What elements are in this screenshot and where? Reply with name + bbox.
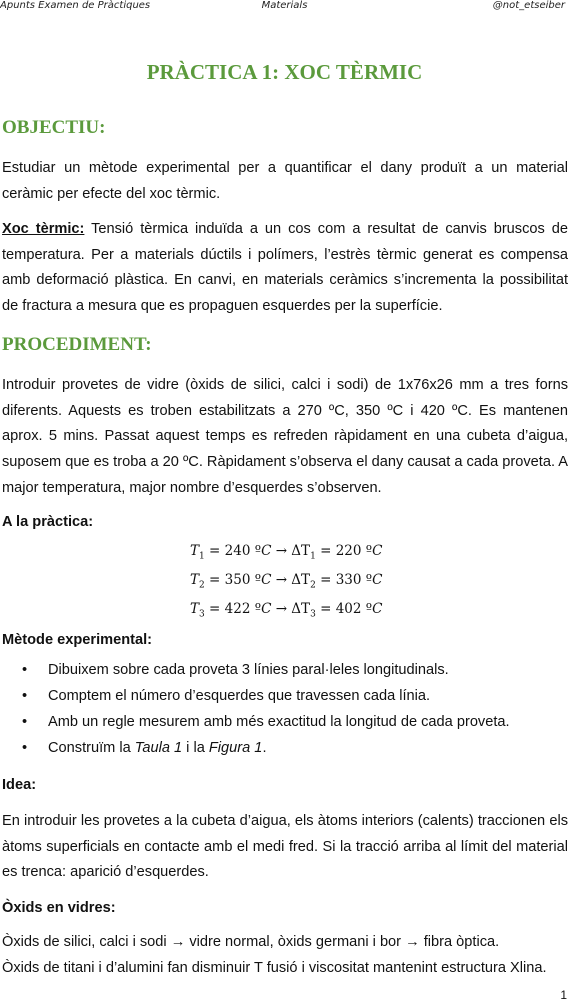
equation-1: $T_1 = 240$ ºC → $\Delta T_1 = 220$ ºC [190, 543, 383, 562]
procediment-heading: PROCEDIMENT: [2, 334, 152, 355]
header-right: @not_etseiber [492, 0, 565, 11]
header-left: Apunts Examen de Pràctiques [0, 0, 151, 11]
oxids-line-2: Òxids de titani i d’alumini fan disminuir T fusió i viscositat mantenint estructura Xlina. [2, 960, 547, 976]
procediment-text: Introduir provetes de vidre (òxids de silici, calci i sodi) de 1x76x26 mm a tres forns diferents. Aquests es troben estabilitzats a 270 ºC, 350 ºC i 420 ºC. Es mantenen aprox. 5 mins. Passat aquest temps es refreden ràpidament en una cubeta d’aigua, suposem que es troba a 20 ºC. Ràpidament s’observa el dany causat a cada proveta. A major temperatura, major nombre d’esquerdes s’observen. [2, 377, 568, 496]
xoc-termic-label: Xoc tèrmic: [2, 221, 85, 237]
equation-2: $T_2 = 350$ ºC → $\Delta T_2 = 330$ ºC [190, 572, 383, 591]
equation-3: $T_3 = 422$ ºC → $\Delta T_3 = 402$ ºC [190, 601, 383, 620]
oxids-heading: Òxids en vidres: [2, 900, 116, 916]
idea-text: En introduir les provetes a la cubeta d’aigua, els àtoms interiors (calents) traccionen els àtoms superficials en contacte amb el medi fred. Si la tracció arriba al límit del material es trenca: aparició d’esquerdes. [2, 813, 568, 881]
list-item: • Dibuixem sobre cada proveta 3 línies paral·leles longitudinals. [22, 657, 510, 683]
metode-list [22, 657, 510, 761]
oxids-line-1: Òxids de silici, calci i sodi → vidre normal, òxids germani i bor → fibra òptica. [2, 934, 500, 950]
idea-heading: Idea: [2, 777, 37, 793]
list-item: • Comptem el número d’esquerdes que travessen cada línia. [22, 683, 510, 709]
practica-heading: A la pràctica: [2, 514, 94, 530]
objectiu-text: Estudiar un mètode experimental per a quantificar el dany produït a un material ceràmic per efecte del xoc tèrmic. [2, 160, 568, 202]
list-item: • Construïm la Taula 1 i la Figura 1. [22, 735, 510, 761]
header-center: Materials [261, 0, 308, 11]
list-item: • Amb un regle mesurem amb més exactitud la longitud de cada proveta. [22, 709, 510, 735]
xoc-termic-text: Tensió tèrmica induïda a un cos com a resultat de canvis bruscos de temperatura. Per a materials dúctils i polímers, l’estrès tèrmic generat es compensa amb deformació plàstica. En canvi, en materials ceràmics s’incrementa la possibilitat de fractura a mesura que es propaguen esquerdes per la superfície. [2, 221, 568, 315]
objectiu-heading: OBJECTIU: [2, 117, 106, 138]
xoc-termic-paragraph [2, 217, 568, 320]
metode-heading: Mètode experimental: [2, 632, 153, 648]
page-number: 1 [560, 988, 567, 1002]
page-title: PRÀCTICA 1: XOC TÈRMIC [146, 60, 423, 84]
